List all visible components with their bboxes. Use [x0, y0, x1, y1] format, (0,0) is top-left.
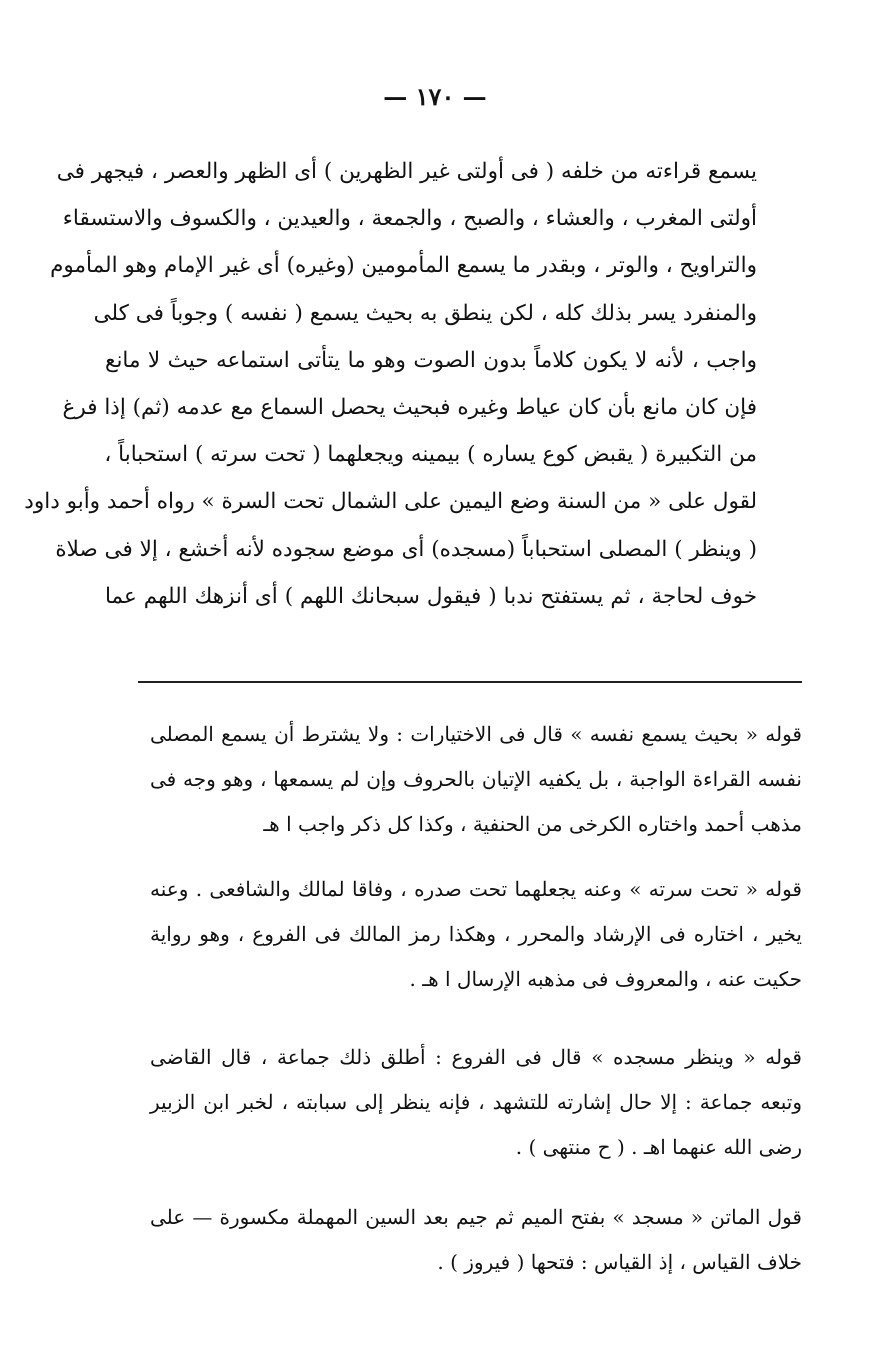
footnote-4	[150, 1195, 802, 1285]
footnote-line: نفسه القراءة الواجبة ، بل يكفيه الإتيان بالحروف وإن لم يسمعها ، وهو وجه فى	[150, 767, 802, 791]
footnote-line: رضى الله عنهما اهـ . ( ح منتهى ) .	[515, 1135, 802, 1159]
main-text-line: ( وينظر ) المصلى استحباباً (مسجده) أى موضع سجوده لأنه أخشع ، إلا فى صلاة	[55, 536, 757, 562]
footnote-line: وتبعه جماعة : إلا حال إشارته للتشهد ، فإنه ينظر إلى سبابته ، لخبر ابن الزبير	[150, 1090, 802, 1114]
main-text-line: من التكبيرة ( يقبض كوع يساره ) بيمينه ويجعلهما ( تحت سرته ) استحباباً ،	[104, 442, 757, 468]
footnote-line: قوله « وينظر مسجده » قال فى الفروع : أطلق ذلك جماعة ، قال القاضى	[150, 1045, 802, 1069]
footnote-2	[150, 867, 802, 1002]
main-text	[24, 148, 757, 620]
footnote-line: يخير ، اختاره فى الإرشاد والمحرر ، وهكذا رمز المالك فى الفروع ، وهو رواية	[150, 922, 802, 946]
footnote-3	[150, 1035, 802, 1170]
main-text-line: فإن كان مانع بأن كان عياط وغيره فبحيث يحصل السماع مع عدمه (ثم) إذا فرغ	[62, 394, 757, 420]
main-text-line: لقول على « من السنة وضع اليمين على الشمال تحت السرة » رواه أحمد وأبو داود	[24, 489, 757, 515]
footnote-line: قوله « بحيث يسمع نفسه » قال فى الاختيارات : ولا يشترط أن يسمع المصلى	[150, 722, 802, 746]
footnote-line: قول الماتن « مسجد » بفتح الميم ثم جيم بعد السين المهملة مكسورة — على	[150, 1205, 802, 1229]
main-text-line: والتراويح ، والوتر ، وبقدر ما يسمع المأمومين (وغيره) أى غير الإمام وهو المأموم	[50, 253, 757, 279]
footnote-line: مذهب أحمد واختاره الكرخى من الحنفية ، وكذا كل ذكر واجب ا هـ	[263, 812, 802, 836]
footnote-line: قوله « تحت سرته » وعنه يجعلهما تحت صدره ، وفاقا لمالك والشافعى . وعنه	[150, 877, 802, 901]
footnote-line: خلاف القياس ، إذ القياس : فتحها ( فيروز ) .	[437, 1250, 802, 1274]
footnote-line: حكيت عنه ، والمعروف فى مذهبه الإرسال ا هـ .	[409, 967, 802, 991]
page-number: — ١٧٠ —	[383, 82, 487, 111]
footnote-divider	[138, 681, 802, 683]
main-text-line: واجب ، لأنه لا يكون كلاماً بدون الصوت وهو ما يتأتى استماعه حيث لا مانع	[105, 347, 757, 373]
main-text-line: خوف لحاجة ، ثم يستفتح ندبا ( فيقول سبحانك اللهم ) أى أنزهك اللهم عما	[105, 583, 757, 609]
main-text-line: أولتى المغرب ، والعشاء ، والصبح ، والجمعة ، والعيدين ، والكسوف والاستسقاء	[62, 206, 757, 232]
main-text-line: يسمع قراءته من خلفه ( فى أولتى غير الظهرين ) أى الظهر والعصر ، فيجهر فى	[56, 159, 757, 184]
footnote-1	[150, 712, 802, 847]
main-text-line: والمنفرد يسر بذلك كله ، لكن ينطق به بحيث يسمع ( نفسه ) وجوباً فى كلى	[93, 300, 757, 326]
